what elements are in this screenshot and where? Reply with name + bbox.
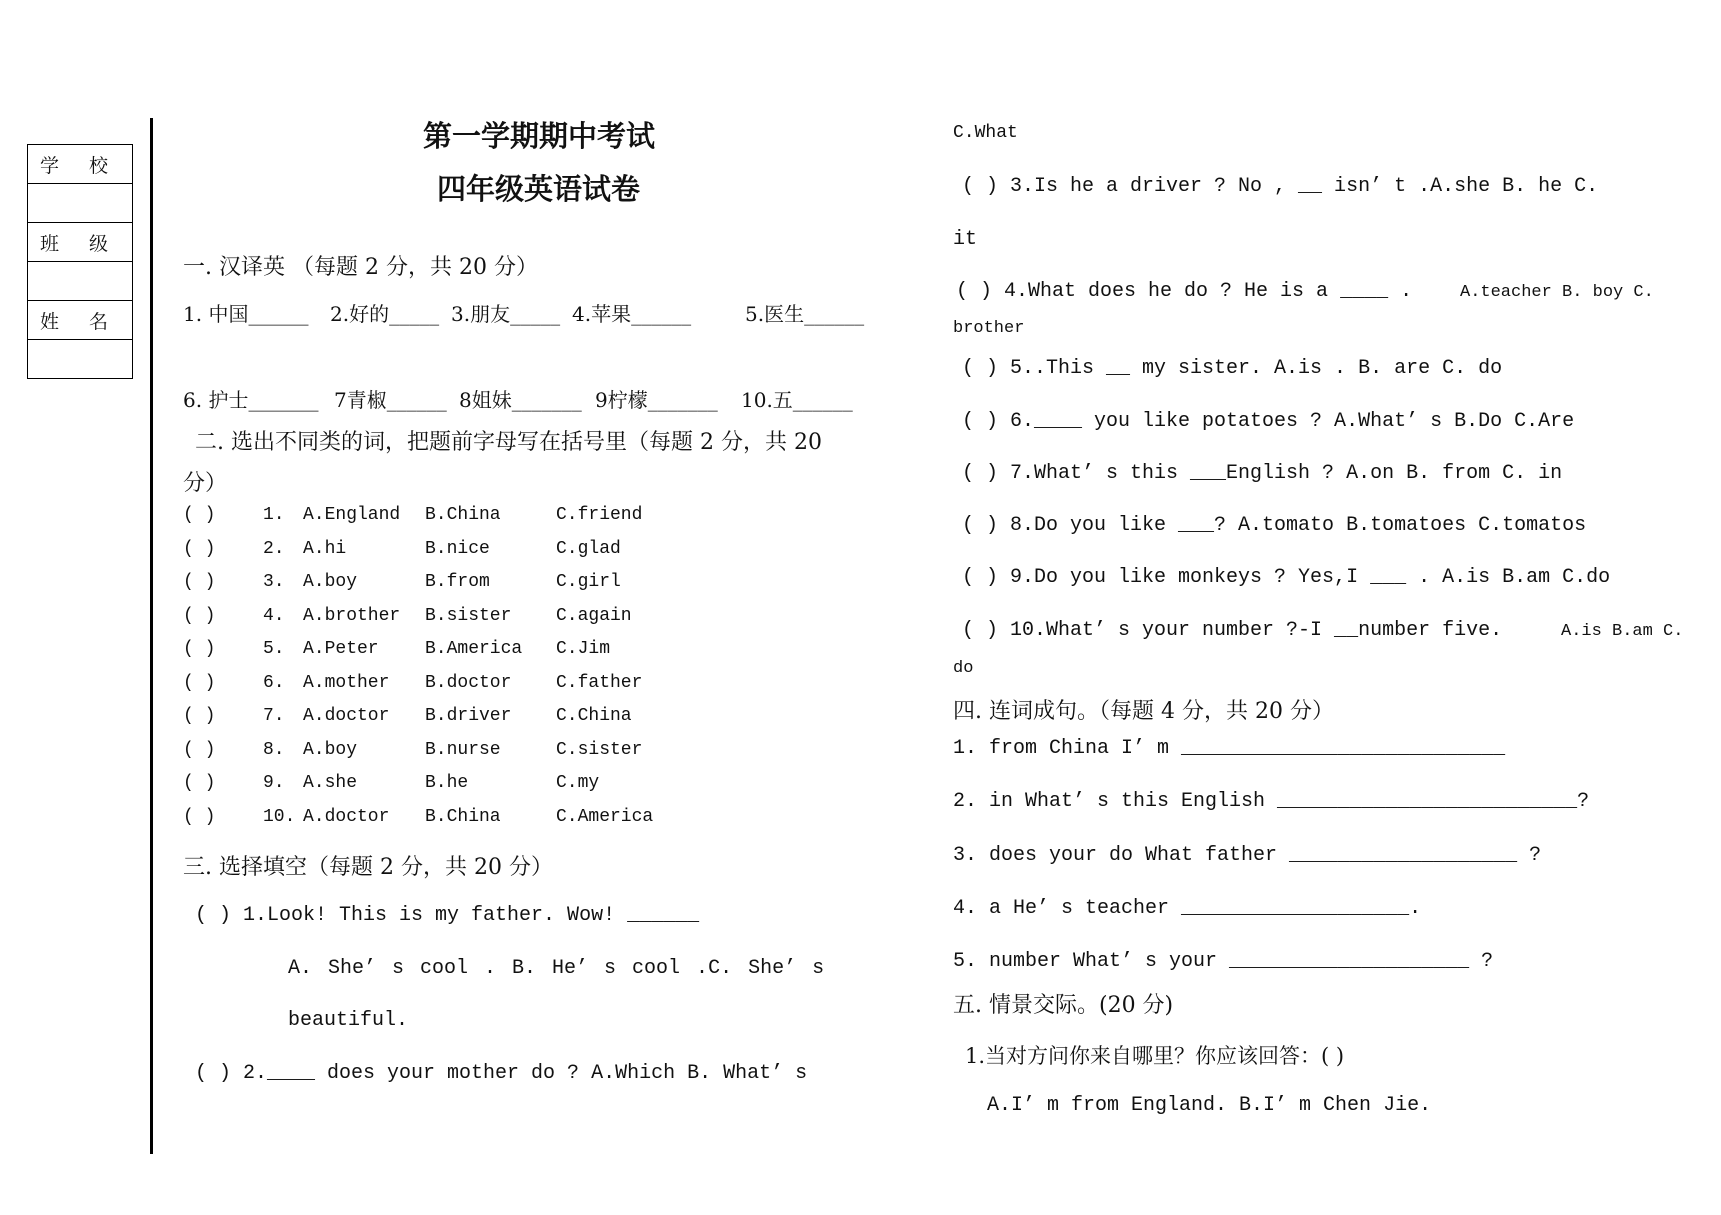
sec2-option-a: A.she	[303, 773, 358, 793]
sec2-option-b: B.he	[425, 773, 469, 793]
sec2-option-c: C.America	[556, 806, 654, 827]
sec1-item[interactable]: 6. 护士_______	[183, 388, 319, 412]
sec2-paren[interactable]: ( )	[183, 605, 216, 626]
sec3-q6: ( ) 6.____ you like potatoes ? A.What’ s B.Do C.Are	[962, 410, 1575, 433]
sec5-heading: 五. 情景交际。(20 分)	[953, 993, 1174, 1018]
sec2-heading: 二. 选出不同类的词，把题前字母写在括号里（每题 2 分，共 20	[195, 430, 822, 455]
sec4-item-2[interactable]: 2. in What’ s this English _________________________?	[953, 790, 1590, 813]
sec2-num: 3.	[263, 572, 285, 592]
exam-subtitle: 四年级英语试卷	[437, 172, 641, 206]
sec2-heading-cont: 分）	[183, 471, 228, 496]
sec2-option-b: B.nurse	[425, 739, 501, 760]
sec2-option-c: C.girl	[556, 572, 621, 592]
sec2-option-a: A.boy	[303, 739, 358, 760]
sec4-item-4[interactable]: 4. a He’ s teacher ___________________.	[953, 897, 1422, 920]
sec5-q1: 1.当对方问你来自哪里？你应该回答：( )	[965, 1044, 1345, 1068]
sec3-q2-cont: C.What	[953, 123, 1018, 143]
sec2-option-a: A.mother	[303, 672, 390, 693]
sec2-option-a: A.doctor	[303, 806, 390, 827]
sec2-num: 8.	[263, 739, 285, 760]
sec3-q3: ( ) 3.Is he a driver ? No , __ isn’ t .A.she B. he C.	[962, 175, 1599, 198]
sec3-q2: ( ) 2.____ does your mother do ? A.Which B. What’ s	[195, 1062, 808, 1085]
sec3-q7: ( ) 7.What’ s this ___English ? A.on B. from C. in	[962, 462, 1563, 485]
sec1-item[interactable]: 8姐妹_______	[459, 388, 582, 412]
sec1-item[interactable]: 10.五______	[741, 388, 853, 412]
sec1-item[interactable]: 1. 中国______	[183, 302, 309, 326]
sec2-option-a: A.hi	[303, 538, 347, 559]
school-field[interactable]	[28, 184, 133, 223]
sec4-heading: 四. 连词成句。（每题 4 分，共 20 分）	[953, 699, 1334, 724]
sec2-num: 5.	[263, 639, 285, 659]
sec2-option-b: B.driver	[425, 706, 512, 726]
sec4-item-3[interactable]: 3. does your do What father ___________________ ?	[953, 844, 1542, 867]
class-field[interactable]	[28, 262, 133, 301]
sec2-option-a: A.Peter	[303, 639, 379, 659]
sec2-option-b: B.China	[425, 505, 501, 525]
sec2-paren[interactable]: ( )	[183, 773, 216, 793]
sec2-option-c: C.father	[556, 672, 643, 693]
school-label: 学 校	[28, 145, 133, 184]
sec5-q1-options: A.I’ m from England. B.I’ m Chen Jie.	[987, 1094, 1432, 1117]
sec2-option-a: A.England	[303, 505, 401, 525]
sec2-paren[interactable]: ( )	[183, 706, 216, 726]
sec2-option-c: C.friend	[556, 505, 643, 525]
sec3-q1-options-cont: beautiful.	[288, 1009, 409, 1032]
sec2-option-a: A.doctor	[303, 706, 390, 726]
sec3-q4-cont: brother	[953, 319, 1025, 338]
sec2-option-a: A.brother	[303, 605, 401, 626]
name-field[interactable]	[28, 340, 133, 379]
sec3-q1-options: A. She’ s cool . B. He’ s cool .C. She’ s	[288, 957, 825, 980]
sec2-option-c: C.Jim	[556, 639, 611, 659]
sec2-num: 10.	[263, 806, 296, 827]
sec2-num: 1.	[263, 505, 285, 525]
sec3-q4: ( ) 4.What does he do ? He is a ____ .	[956, 280, 1413, 303]
sec2-num: 9.	[263, 773, 285, 793]
sec2-option-c: C.glad	[556, 538, 621, 559]
sec3-q10: ( ) 10.What’ s your number ?-I __number five.	[962, 619, 1503, 642]
sec2-option-b: B.sister	[425, 605, 512, 626]
sec3-q9: ( ) 9.Do you like monkeys ? Yes,I ___ . A.is B.am C.do	[962, 566, 1611, 589]
name-label: 姓 名	[28, 301, 133, 340]
sec2-paren[interactable]: ( )	[183, 639, 216, 659]
student-info-table	[27, 144, 133, 379]
sec1-item[interactable]: 7青椒______	[334, 388, 447, 412]
sec3-q4-options: A.teacher B. boy C.	[1460, 283, 1654, 302]
sec3-q8: ( ) 8.Do you like ___? A.tomato B.tomatoes C.tomatos	[962, 514, 1587, 537]
sec2-paren[interactable]: ( )	[183, 572, 216, 592]
sec2-paren[interactable]: ( )	[183, 672, 216, 693]
sec1-item[interactable]: 9柠檬_______	[595, 388, 718, 412]
sec1-item[interactable]: 3.朋友_____	[451, 302, 561, 326]
sec2-option-b: B.America	[425, 639, 523, 659]
sec2-option-c: C.China	[556, 706, 632, 726]
sec3-q3-cont: it	[953, 228, 978, 251]
sec2-option-b: B.doctor	[425, 672, 512, 693]
sec2-paren[interactable]: ( )	[183, 806, 216, 827]
class-label: 班 级	[28, 223, 133, 262]
sec4-item-1[interactable]: 1. from China I’ m ___________________________	[953, 737, 1506, 760]
sec1-item[interactable]: 4.苹果______	[572, 302, 692, 326]
sec2-option-a: A.boy	[303, 572, 358, 592]
sec2-option-b: B.China	[425, 806, 501, 827]
sec1-item[interactable]: 5.医生______	[745, 302, 865, 326]
sec2-option-b: B.nice	[425, 538, 490, 559]
sec3-q10-options: A.is B.am C.	[1561, 622, 1684, 641]
sec2-paren[interactable]: ( )	[183, 739, 216, 760]
sec2-num: 6.	[263, 672, 285, 693]
sec1-item[interactable]: 2.好的_____	[330, 302, 440, 326]
sec3-q5: ( ) 5..This __ my sister. A.is . B. are C. do	[962, 357, 1503, 380]
sec4-item-5[interactable]: 5. number What’ s your ____________________ ?	[953, 950, 1494, 973]
sec2-num: 7.	[263, 706, 285, 726]
exam-title: 第一学期期中考试	[423, 119, 656, 153]
sec1-heading: 一. 汉译英 （每题 2 分，共 20 分）	[183, 255, 538, 280]
sec2-option-b: B.from	[425, 572, 490, 592]
sec2-option-c: C.sister	[556, 739, 643, 760]
binding-line	[150, 118, 153, 1154]
sec2-paren[interactable]: ( )	[183, 505, 216, 525]
sec2-option-c: C.my	[556, 773, 600, 793]
sec3-q10-cont: do	[953, 659, 974, 678]
sec3-heading: 三. 选择填空（每题 2 分，共 20 分）	[183, 855, 553, 880]
sec2-option-c: C.again	[556, 605, 632, 626]
sec2-paren[interactable]: ( )	[183, 538, 216, 559]
sec3-q1: ( ) 1.Look! This is my father. Wow! ______	[195, 904, 700, 927]
sec2-num: 4.	[263, 605, 285, 626]
sec2-num: 2.	[263, 538, 285, 559]
